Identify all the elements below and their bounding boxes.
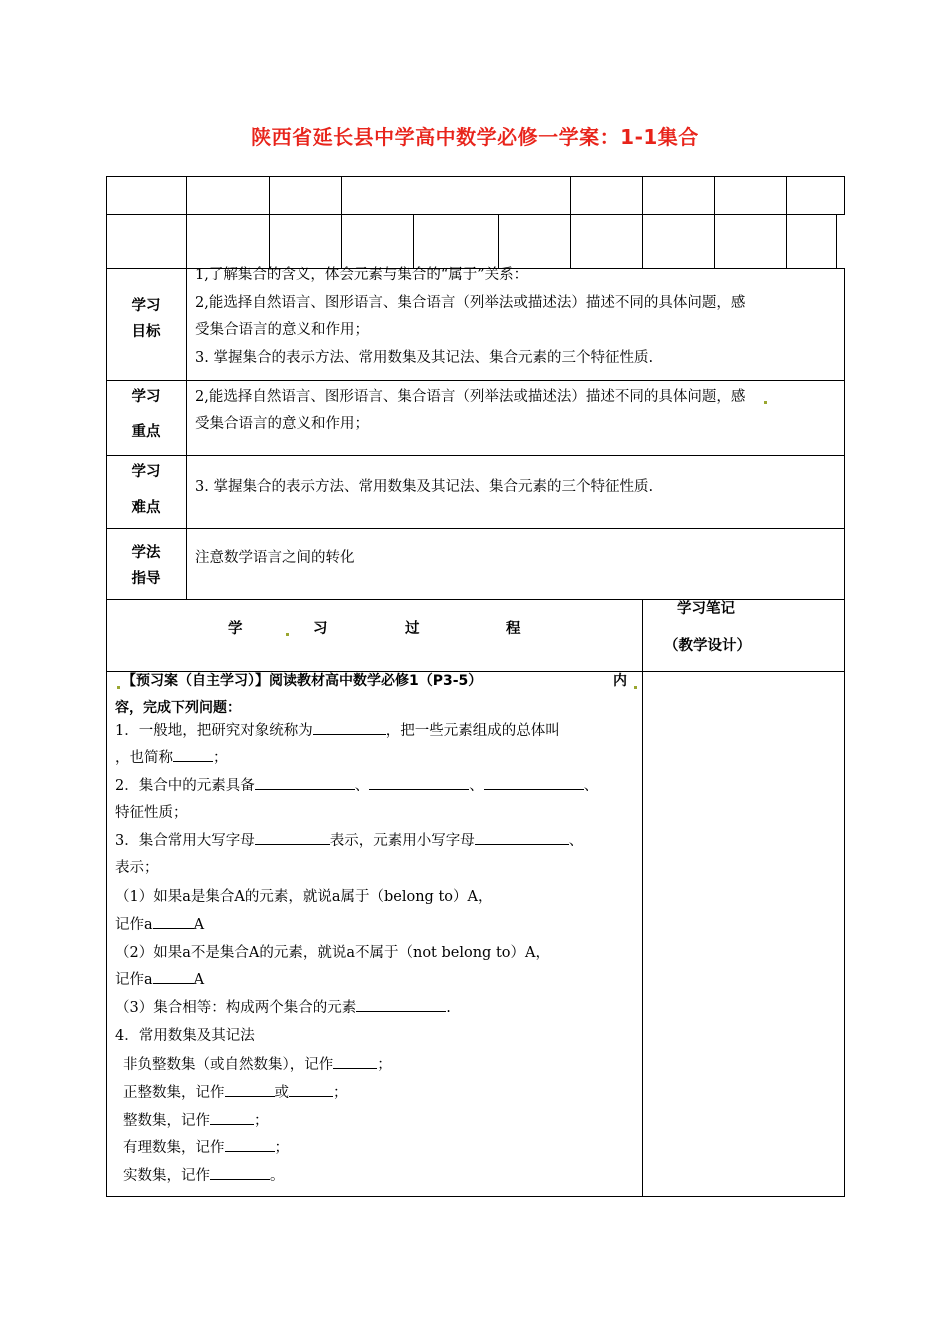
notes-header-line1: 学习笔记 <box>677 601 735 617</box>
blank <box>173 747 213 762</box>
process-char: 过 <box>405 621 420 637</box>
notes-header-line2: （教学设计） <box>664 638 751 654</box>
grid-cell <box>186 176 270 215</box>
blank <box>475 830 569 845</box>
blank <box>153 914 194 929</box>
objective-line: 3. 掌握集合的表示方法、常用数集及其记法、集合元素的三个特征性质. <box>195 350 654 366</box>
number-set-3: 整数集，记作 ； <box>123 1108 269 1135</box>
number-set-2: 正整数集，记作 或 ； <box>123 1080 348 1107</box>
blank <box>153 969 194 984</box>
grid-cell <box>341 176 571 215</box>
question-1: 1．一般地，把研究对象统称为 ，把一些元素组成的总体叫 <box>115 718 560 745</box>
number-set-5: 实数集，记作 。 <box>123 1163 285 1190</box>
guidance-label-2: 指导 <box>131 571 161 587</box>
objective-line: 1,了解集合的含义，体会元素与集合的“属于”关系： <box>195 267 529 283</box>
process-char: 学 <box>228 621 243 637</box>
blank <box>484 775 584 790</box>
guidance-label-cell <box>106 528 187 600</box>
keypoint-line: 2,能选择自然语言、图形语言、集合语言（列举法或描述法）描述不同的具体问题，感 <box>195 389 746 405</box>
blank <box>210 1165 270 1180</box>
keypoints-label-1: 学习 <box>131 389 161 405</box>
objectives-label-1: 学习 <box>131 298 161 314</box>
decorative-dot <box>764 401 767 404</box>
grid-cell <box>186 214 270 269</box>
question-3-cont: 表示； <box>115 860 159 876</box>
grid-cell <box>714 214 787 269</box>
keypoints-label-2: 重点 <box>131 424 161 440</box>
grid-cell <box>498 214 571 269</box>
question-2-cont: 特征性质； <box>115 805 188 821</box>
decorative-dot <box>286 633 289 636</box>
grid-cell <box>413 214 499 269</box>
blank <box>356 997 446 1012</box>
sub-question-2: （2）如果a不是集合A的元素，就说a不属于（not belong to）A， <box>115 945 550 961</box>
objective-line: 2,能选择自然语言、图形语言、集合语言（列举法或描述法）描述不同的具体问题，感 <box>195 295 746 311</box>
keypoint-line: 受集合语言的意义和作用； <box>195 416 369 432</box>
grid-cell <box>269 176 342 215</box>
number-set-4: 有理数集，记作 ； <box>123 1135 289 1162</box>
sub-question-1: （1）如果a是集合A的元素，就说a属于（belong to）A， <box>115 889 493 905</box>
page-title: 陕西省延长县中学高中数学必修一学案：1-1集合 <box>251 125 699 149</box>
question-2: 2．集合中的元素具备 、 、 、 <box>115 773 598 800</box>
preview-heading: 【预习案（自主学习）】阅读教材高中数学必修1（P3-5） <box>122 673 483 689</box>
grid-cell <box>341 214 414 269</box>
decorative-dot <box>117 686 120 689</box>
process-char: 程 <box>506 621 521 637</box>
process-char: 习 <box>313 621 328 637</box>
sub-question-2-notation: 记作a A <box>115 967 204 994</box>
blank <box>289 1082 333 1097</box>
grid-cell <box>714 176 787 215</box>
preview-heading-tail: 内 <box>613 673 627 689</box>
question-1-cont: ，也简称 ； <box>115 745 228 772</box>
grid-cell <box>106 176 187 215</box>
process-header-cell <box>106 599 643 672</box>
blank <box>255 830 330 845</box>
grid-cell <box>570 176 643 215</box>
blank <box>225 1082 275 1097</box>
difficulty-line: 3. 掌握集合的表示方法、常用数集及其记法、集合元素的三个特征性质. <box>195 479 654 495</box>
blank <box>210 1110 254 1125</box>
grid-cell <box>570 214 643 269</box>
blank <box>255 775 355 790</box>
sub-question-1-notation: 记作a A <box>115 912 204 939</box>
grid-cell <box>642 176 715 215</box>
objective-line: 受集合语言的意义和作用； <box>195 322 369 338</box>
grid-cell <box>106 214 187 269</box>
question-3: 3．集合常用大写字母 表示，元素用小写字母 、 <box>115 828 583 855</box>
blank <box>313 720 386 735</box>
number-set-1: 非负整数集（或自然数集），记作 ； <box>123 1052 392 1079</box>
grid-cell <box>786 214 837 269</box>
blank <box>369 775 469 790</box>
objectives-label-2: 目标 <box>131 324 161 340</box>
grid-cell <box>642 214 715 269</box>
sub-question-3: （3）集合相等：构成两个集合的元素 . <box>115 995 451 1022</box>
blank <box>225 1137 275 1152</box>
preview-heading-cont: 容，完成下列问题： <box>115 700 241 716</box>
difficulties-label-2: 难点 <box>131 500 161 516</box>
guidance-line: 注意数学语言之间的转化 <box>195 550 355 566</box>
difficulties-label-1: 学习 <box>131 464 161 480</box>
decorative-dot <box>634 686 637 689</box>
grid-cell <box>786 176 845 215</box>
notes-content-cell <box>642 671 845 1197</box>
question-4: 4．常用数集及其记法 <box>115 1028 255 1044</box>
grid-cell <box>269 214 342 269</box>
guidance-label-1: 学法 <box>131 545 161 561</box>
blank <box>333 1054 377 1069</box>
